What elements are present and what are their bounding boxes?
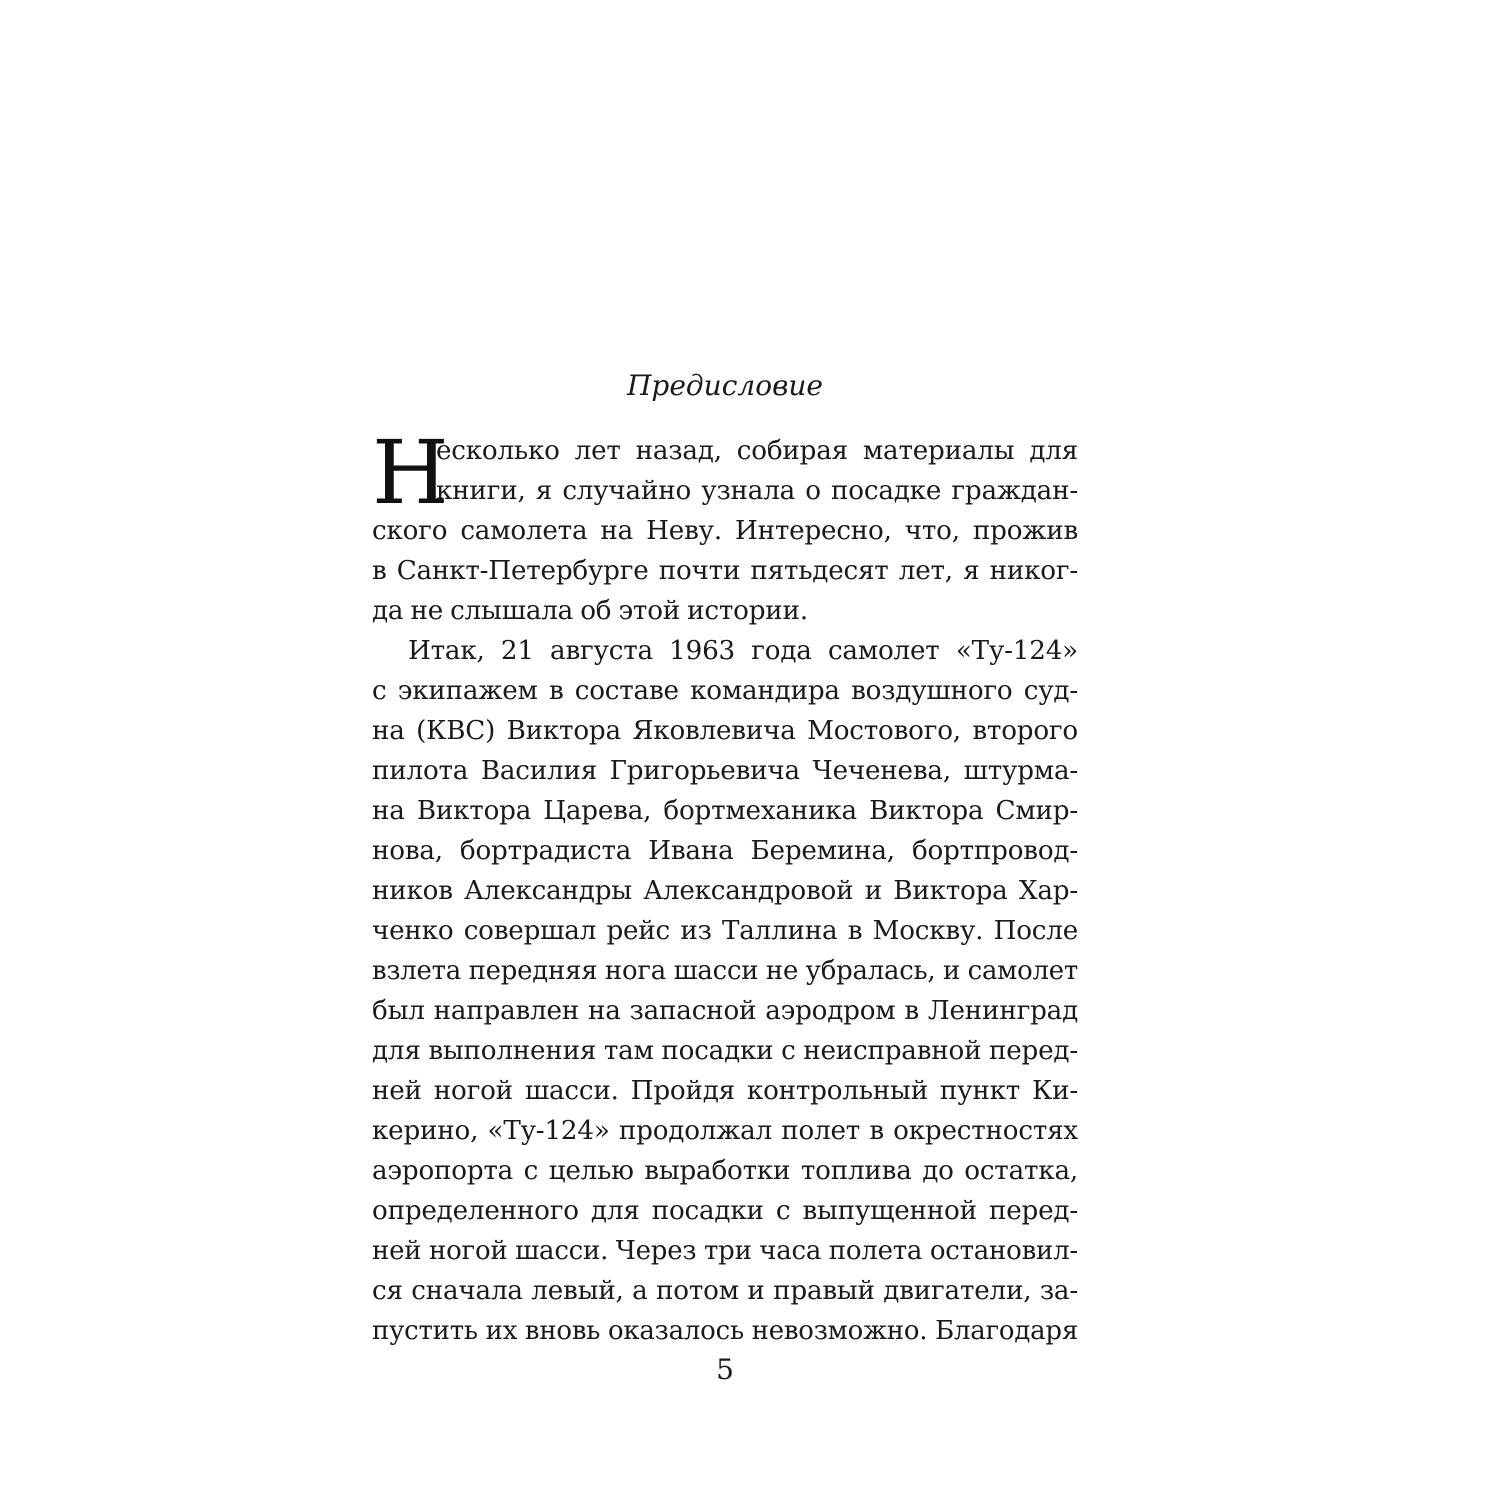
text-line: Итак, 21 августа 1963 года самолет «Ту-124» [408, 636, 1078, 666]
text-line: керино, «Ту-124» продолжал полет в окрестностях [372, 1116, 1078, 1146]
text-line: для выполнения там посадки с неисправной перед- [372, 1036, 1078, 1066]
text-line: книги, я случайно узнала о посадке граждан- [436, 476, 1078, 506]
text-line: на Виктора Царева, бортмеханика Виктора Смир- [372, 796, 1078, 826]
page-number: 5 [716, 1353, 734, 1386]
text-line: ней ногой шасси. Через три часа полета остановил- [372, 1236, 1078, 1266]
paragraph-2 [372, 631, 1078, 1351]
text-line: ского самолета на Неву. Интересно, что, прожив [372, 516, 1078, 546]
body-text [372, 421, 1078, 1351]
paragraph-1 [372, 421, 1078, 631]
text-line: да не слышала об этой истории. [372, 596, 808, 626]
text-line: нова, бортрадиста Ивана Беремина, бортпровод- [372, 836, 1078, 866]
text-line: есколько лет назад, собирая материалы для [436, 436, 1078, 466]
text-line: с экипажем в составе командира воздушного суд- [372, 676, 1078, 706]
text-line: ников Александры Александровой и Виктора Хар- [372, 876, 1078, 906]
chapter-title: Предисловие [627, 369, 823, 402]
book-page [372, 0, 1078, 1500]
text-line: на (КВС) Виктора Яковлевича Мостового, второго [372, 716, 1078, 746]
text-line: пустить их вновь оказалось невозможно. Благодаря [372, 1316, 1078, 1346]
text-line: в Санкт-Петербурге почти пятьдесят лет, я никог- [372, 556, 1078, 586]
text-line: взлета передняя нога шасси не убралась, и самолет [372, 956, 1078, 986]
text-line: был направлен на запасной аэродром в Ленинград [372, 996, 1078, 1026]
text-line: пилота Василия Григорьевича Чеченева, штурма- [372, 756, 1078, 786]
text-line: определенного для посадки с выпущенной перед- [372, 1196, 1078, 1226]
text-line: ся сначала левый, а потом и правый двигатели, за- [372, 1276, 1078, 1306]
text-line: ней ногой шасси. Пройдя контрольный пункт Ки- [372, 1076, 1078, 1106]
text-line: ченко совершал рейс из Таллина в Москву. После [372, 916, 1078, 946]
text-line: аэропорта с целью выработки топлива до остатка, [372, 1156, 1078, 1186]
drop-cap: Н [372, 421, 447, 524]
